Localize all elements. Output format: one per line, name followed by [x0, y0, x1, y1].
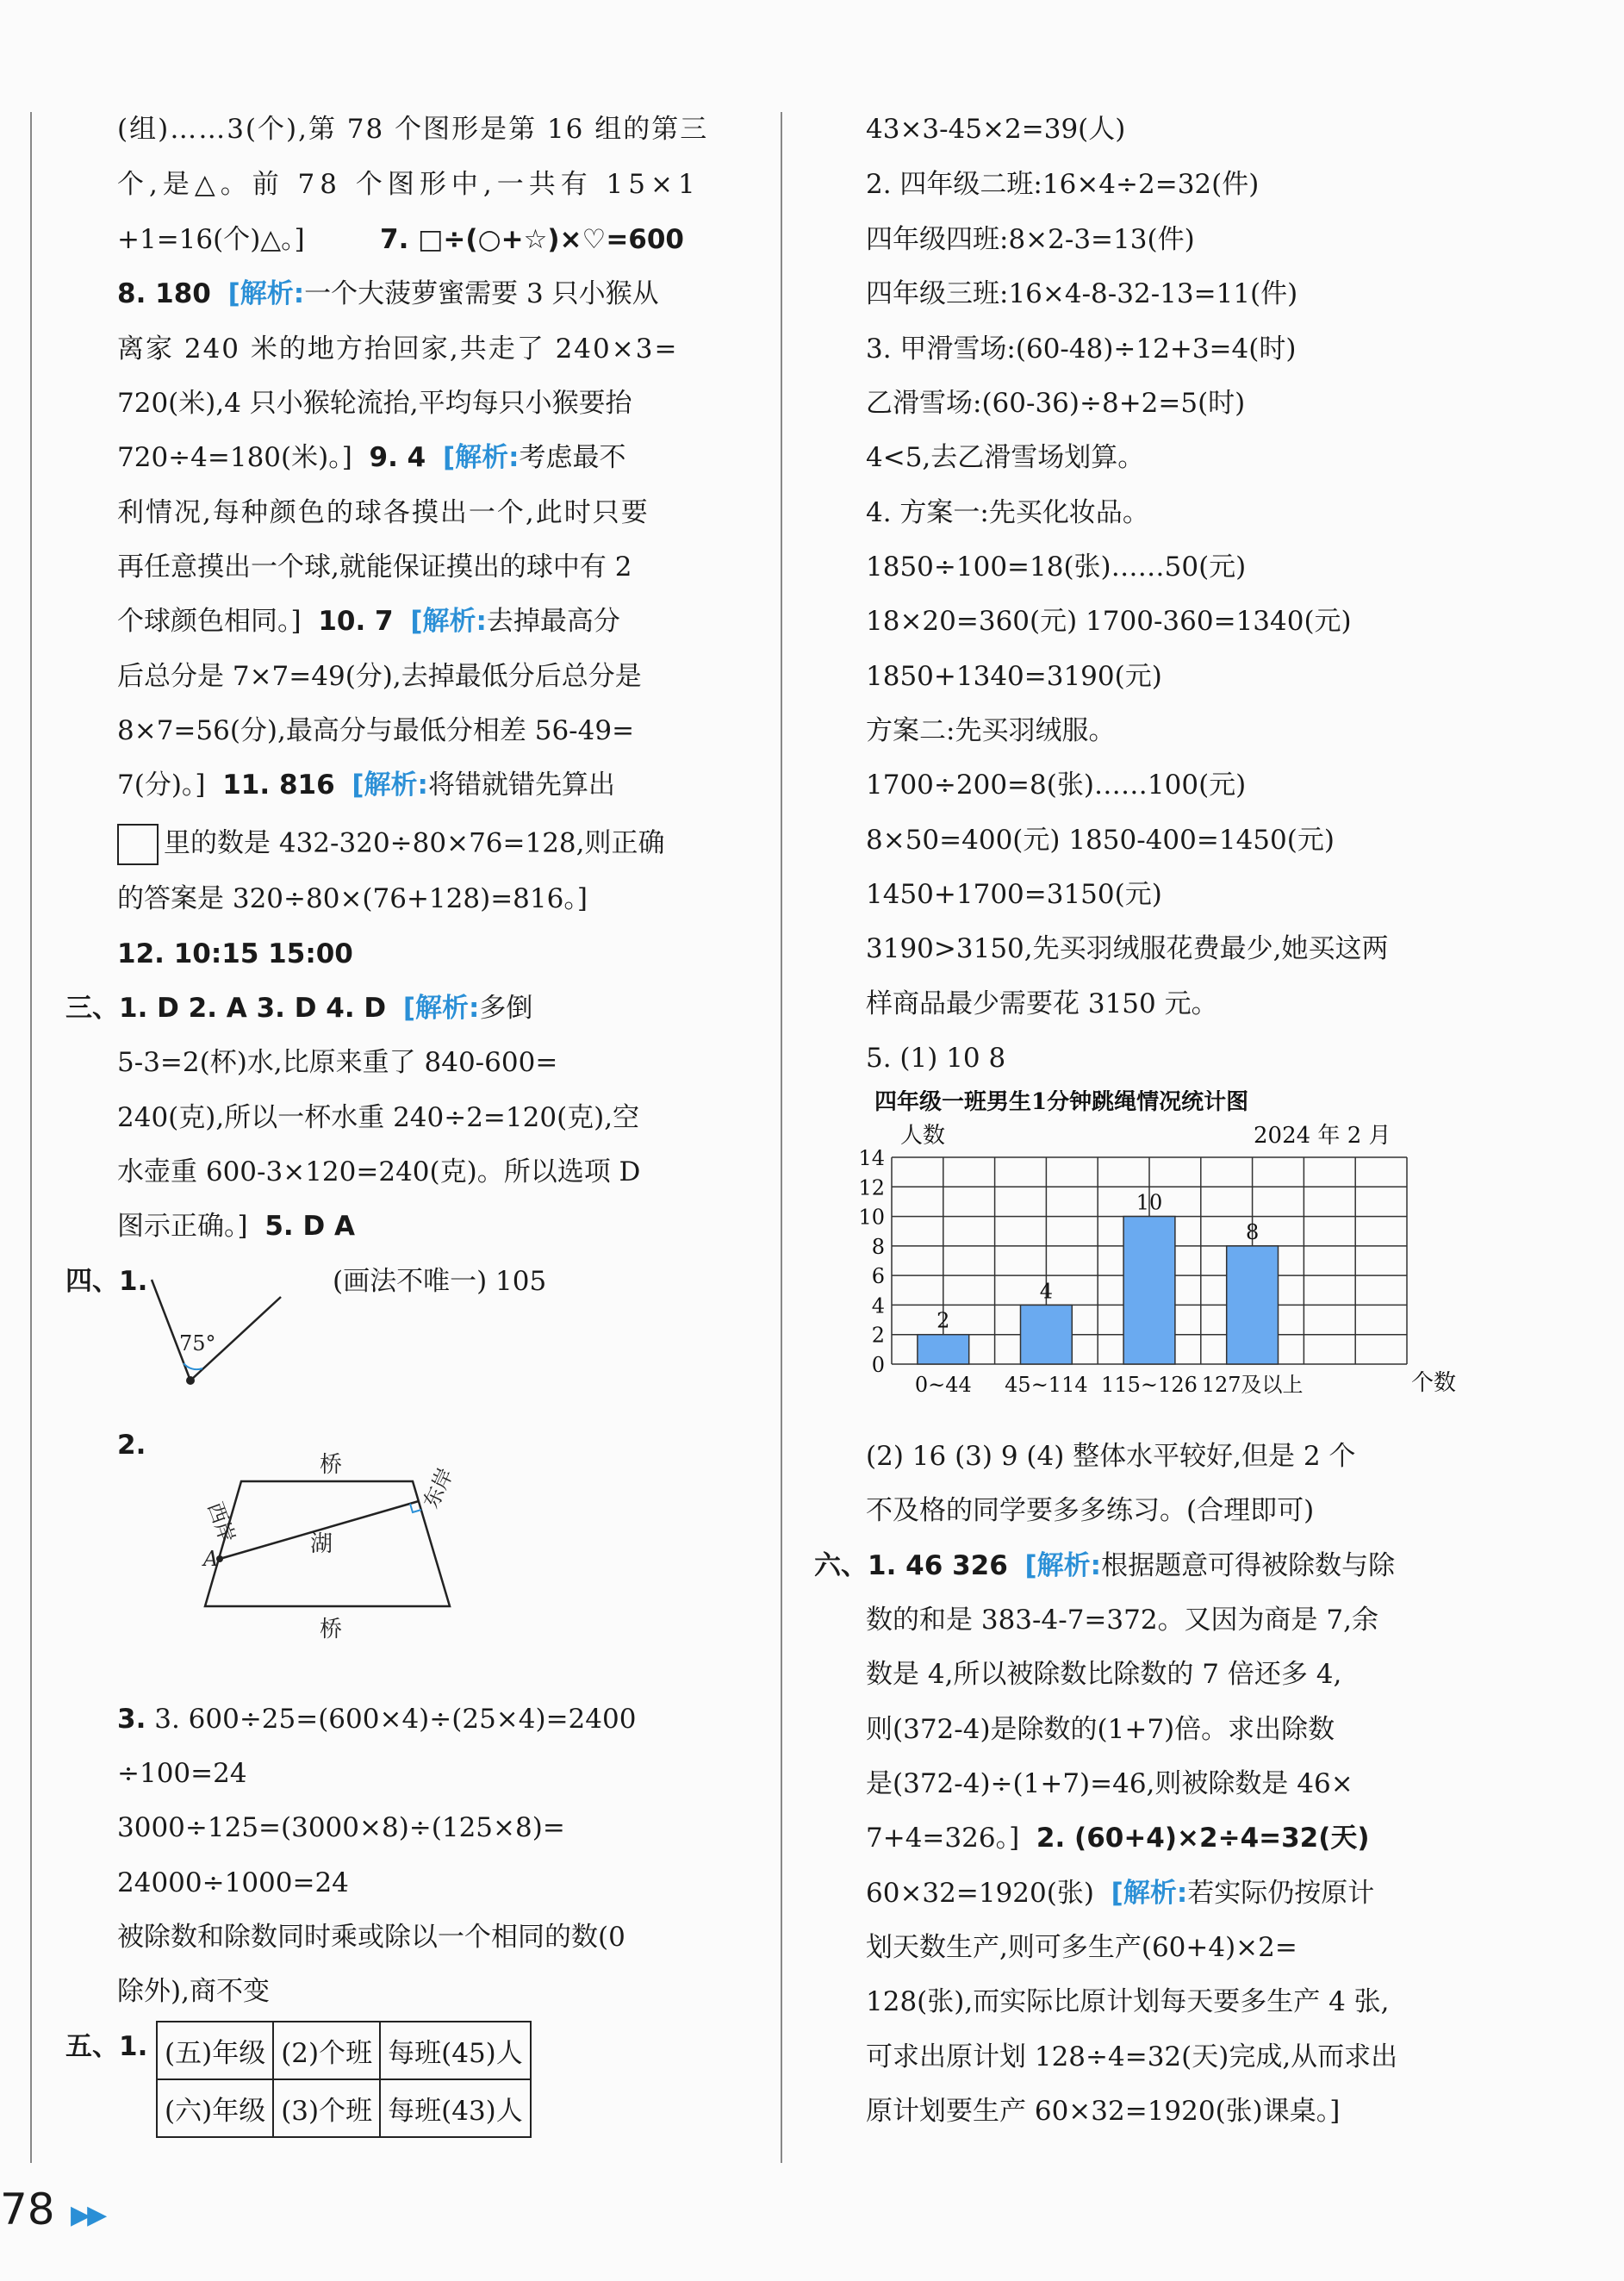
answer-10: 10. 7: [318, 606, 394, 637]
analysis-tag: [解析:: [1024, 1550, 1102, 1581]
chart-date: 2024 年 2 月: [1254, 1123, 1391, 1149]
answer-5: 5. D A: [264, 1211, 355, 1242]
text-line: 4<5,去乙滑雪场划算。: [866, 442, 1145, 473]
answer-6-2: 2. (60+4)×2÷4=32(天): [1036, 1823, 1370, 1854]
text-line: 24000÷1000=24: [117, 1867, 349, 1898]
table-cell: (2)个班: [273, 2022, 380, 2079]
text-line: 数是 4,所以被除数比除数的 7 倍还多 4,: [866, 1659, 1342, 1690]
chart-xlabel: 个数: [1411, 1370, 1457, 1396]
text-line: 四年级四班:8×2-3=13(件): [866, 224, 1195, 255]
y-tick-label: 6: [871, 1264, 885, 1289]
east-bank-label: 东岸: [419, 1464, 458, 1512]
bar: [1123, 1217, 1175, 1364]
text-line: ÷100=24: [117, 1758, 247, 1789]
y-tick-label: 8: [871, 1234, 885, 1259]
text-line: 除外),商不变: [117, 1976, 270, 2007]
text-line: 1850+1340=3190(元): [866, 661, 1162, 692]
text-line: 里的数是 432-320÷80×76=128,则正确: [164, 827, 665, 859]
section-5-label: 五、1.: [65, 2031, 148, 2062]
chart-title: 四年级一班男生1分钟跳绳情况统计图: [874, 1090, 1249, 1115]
point-a-label: A: [203, 1547, 219, 1571]
text-line: 是(372-4)÷(1+7)=46,则被除数是 46×: [866, 1768, 1353, 1799]
text-line: 被除数和除数同时乘或除以一个相同的数(0: [117, 1922, 625, 1953]
bar-chart: [849, 1090, 1469, 1418]
section-3-answers: 三、1. D 2. A 3. D 4. D: [65, 993, 387, 1024]
text-line: 8×50=400(元) 1850-400=1450(元): [866, 825, 1335, 856]
text-line: 四年级三班:16×4-8-32-13=11(件): [866, 278, 1298, 309]
text-line: 利情况,每种颜色的球各摸出一个,此时只要: [117, 497, 650, 528]
text-line: 划天数生产,则可多生产(60+4)×2=: [866, 1932, 1297, 1963]
text-line: 720÷4=180(米)。]: [117, 442, 352, 473]
table-cell: 每班(45)人: [380, 2022, 531, 2079]
text-line: 3. 600÷25=(600×4)÷(25×4)=2400: [154, 1704, 637, 1735]
text-line: 1700÷200=8(张)……100(元): [866, 770, 1247, 801]
text-line: 1850÷100=18(张)……50(元): [866, 552, 1247, 583]
text-line: 将错就错先算出: [427, 770, 615, 801]
text-line: 7+4=326。]: [866, 1823, 1020, 1854]
text-line: 18×20=360(元) 1700-360=1340(元): [866, 606, 1352, 637]
text-line: 3190>3150,先买羽绒服花费最少,她买这两: [866, 933, 1389, 964]
text-line: 的答案是 320÷80×(76+128)=816。]: [117, 883, 588, 914]
table-cell: (五)年级: [157, 2022, 273, 2079]
analysis-tag: [解析:: [352, 770, 428, 801]
chart-ylabel: 人数: [900, 1123, 946, 1149]
text-line: 原计划要生产 60×32=1920(张)课桌。]: [866, 2096, 1341, 2127]
text-line: +1=16(个)△。]: [117, 224, 305, 255]
table-row: [157, 2079, 531, 2137]
angle-figure: [143, 1262, 315, 1392]
text-line: 240(克),所以一杯水重 240÷2=120(克),空: [117, 1102, 640, 1133]
text-line: 7. □÷(○+☆)×♡=600: [380, 224, 685, 255]
page-arrows-icon: ▶▶: [71, 2200, 104, 2230]
text-line: 43×3-45×2=39(人): [866, 114, 1126, 145]
bar: [918, 1335, 969, 1364]
text-line: 图示正确。]: [117, 1211, 248, 1242]
text-line: (画法不唯一) 105: [333, 1266, 547, 1297]
bridge-top-label: 桥: [320, 1452, 343, 1478]
text-line: 数的和是 383-4-7=372。又因为商是 7,余: [866, 1605, 1378, 1636]
bar-value-label: 8: [1245, 1219, 1260, 1244]
x-tick-label: 115~126: [1101, 1373, 1198, 1397]
analysis-tag: [解析:: [402, 993, 480, 1024]
text-line: 2. 四年级二班:16×4÷2=32(件): [866, 169, 1260, 200]
y-tick-label: 14: [858, 1146, 885, 1170]
text-line: 后总分是 7×7=49(分),去掉最低分后总分是: [117, 661, 642, 692]
text-line: 考虑最不: [519, 442, 626, 473]
question-2-label: 2.: [117, 1430, 146, 1461]
text-line: 多倒: [479, 993, 533, 1024]
text-line: 1450+1700=3150(元): [866, 879, 1162, 910]
bar: [1021, 1305, 1073, 1364]
chart-xticks: [915, 1373, 1304, 1397]
lake-label: 湖: [310, 1531, 333, 1557]
y-tick-label: 4: [871, 1293, 885, 1318]
text-line: 5. (1) 10 8: [866, 1043, 1006, 1074]
text-line: 8×7=56(分),最高分与最低分相差 56-49=: [117, 715, 635, 746]
text-line: 7(分)。]: [117, 770, 206, 801]
text-line: 样商品最少需要花 3150 元。: [866, 988, 1218, 1019]
table-cell: (3)个班: [273, 2079, 380, 2137]
bar-value-label: 2: [936, 1308, 950, 1333]
text-line: 则(372-4)是除数的(1+7)倍。求出除数: [866, 1714, 1335, 1745]
text-line: 水壶重 600-3×120=240(克)。所以选项 D: [117, 1156, 641, 1187]
analysis-tag: [解析:: [442, 442, 520, 473]
text-line: 个球颜色相同。]: [117, 606, 302, 637]
text-line: 4. 方案一:先买化妆品。: [866, 497, 1149, 528]
blank-box: [117, 824, 159, 865]
chart-yticks: [858, 1146, 885, 1377]
y-tick-label: 0: [871, 1353, 885, 1377]
y-tick-label: 12: [858, 1175, 885, 1200]
text-line: 720(米),4 只小猴轮流抬,平均每只小猴要抬: [117, 388, 632, 419]
text-line: 可求出原计划 128÷4=32(天)完成,从而求出: [866, 2041, 1398, 2072]
text-line: 若实际仍按原计: [1187, 1878, 1375, 1909]
left-margin-rule: [30, 112, 32, 2163]
column-divider: [781, 112, 782, 2163]
text-line: 128(张),而实际比原计划每天要多生产 4 张,: [866, 1986, 1390, 2017]
text-line: 3. 甲滑雪场:(60-48)÷12+3=4(时): [866, 333, 1297, 365]
answer-9: 9. 4: [369, 442, 426, 473]
y-tick-label: 10: [858, 1205, 885, 1230]
answer-12: 12. 10:15 15:00: [117, 938, 353, 969]
text-line: 再任意摸出一个球,就能保证摸出的球中有 2: [117, 552, 632, 583]
angle-label: 75°: [179, 1331, 216, 1356]
answer-8: 8. 180: [117, 278, 211, 309]
x-tick-label: 45~114: [1005, 1373, 1088, 1397]
page-number: 78: [0, 2184, 55, 2234]
section-6-answers: 六、1. 46 326: [814, 1550, 1008, 1581]
analysis-tag: [解析:: [227, 278, 305, 309]
text-line: 离家 240 米的地方抬回家,共走了 240×3=: [117, 333, 679, 365]
text-line: 一个大菠萝蜜需要 3 只小猴从: [304, 278, 659, 309]
bridge-bottom-label: 桥: [320, 1617, 343, 1642]
answer-table: [156, 2021, 532, 2138]
x-tick-label: 127及以上: [1201, 1373, 1304, 1397]
text-line: 3000÷125=(3000×8)÷(125×8)=: [117, 1812, 565, 1843]
text-line: (2) 16 (3) 9 (4) 整体水平较好,但是 2 个: [866, 1441, 1356, 1472]
bar-value-label: 4: [1039, 1279, 1054, 1304]
text-line: 乙滑雪场:(60-36)÷8+2=5(时): [866, 388, 1246, 419]
text-line: 方案二:先买羽绒服。: [866, 715, 1116, 746]
table-cell: 每班(43)人: [380, 2079, 531, 2137]
x-tick-label: 0~44: [914, 1373, 972, 1397]
text-line: (组)……3(个),第 78 个图形是第 16 组的第三: [117, 114, 709, 145]
text-line: 根据题意可得被除数与除: [1101, 1550, 1396, 1581]
section-4-label: 四、1.: [65, 1266, 148, 1297]
text-line: 不及格的同学要多多练习。(合理即可): [866, 1495, 1315, 1526]
trapezoid-figure: [152, 1452, 479, 1642]
table-cell: (六)年级: [157, 2079, 273, 2137]
text-line: 个,是△。前 78 个图形中,一共有 15×1: [117, 169, 700, 200]
y-tick-label: 2: [871, 1323, 885, 1348]
analysis-tag: [解析:: [1111, 1878, 1188, 1909]
table-row: [157, 2022, 531, 2079]
text-line: 60×32=1920(张): [866, 1878, 1094, 1909]
text-line: 去掉最高分: [486, 606, 620, 637]
west-bank-label: 西岸: [202, 1499, 240, 1547]
analysis-tag: [解析:: [410, 606, 487, 637]
text-line: 5-3=2(杯)水,比原来重了 840-600=: [117, 1047, 558, 1078]
answer-11: 11. 816: [222, 770, 335, 801]
bar: [1227, 1246, 1279, 1364]
bar-value-label: 10: [1136, 1190, 1163, 1215]
